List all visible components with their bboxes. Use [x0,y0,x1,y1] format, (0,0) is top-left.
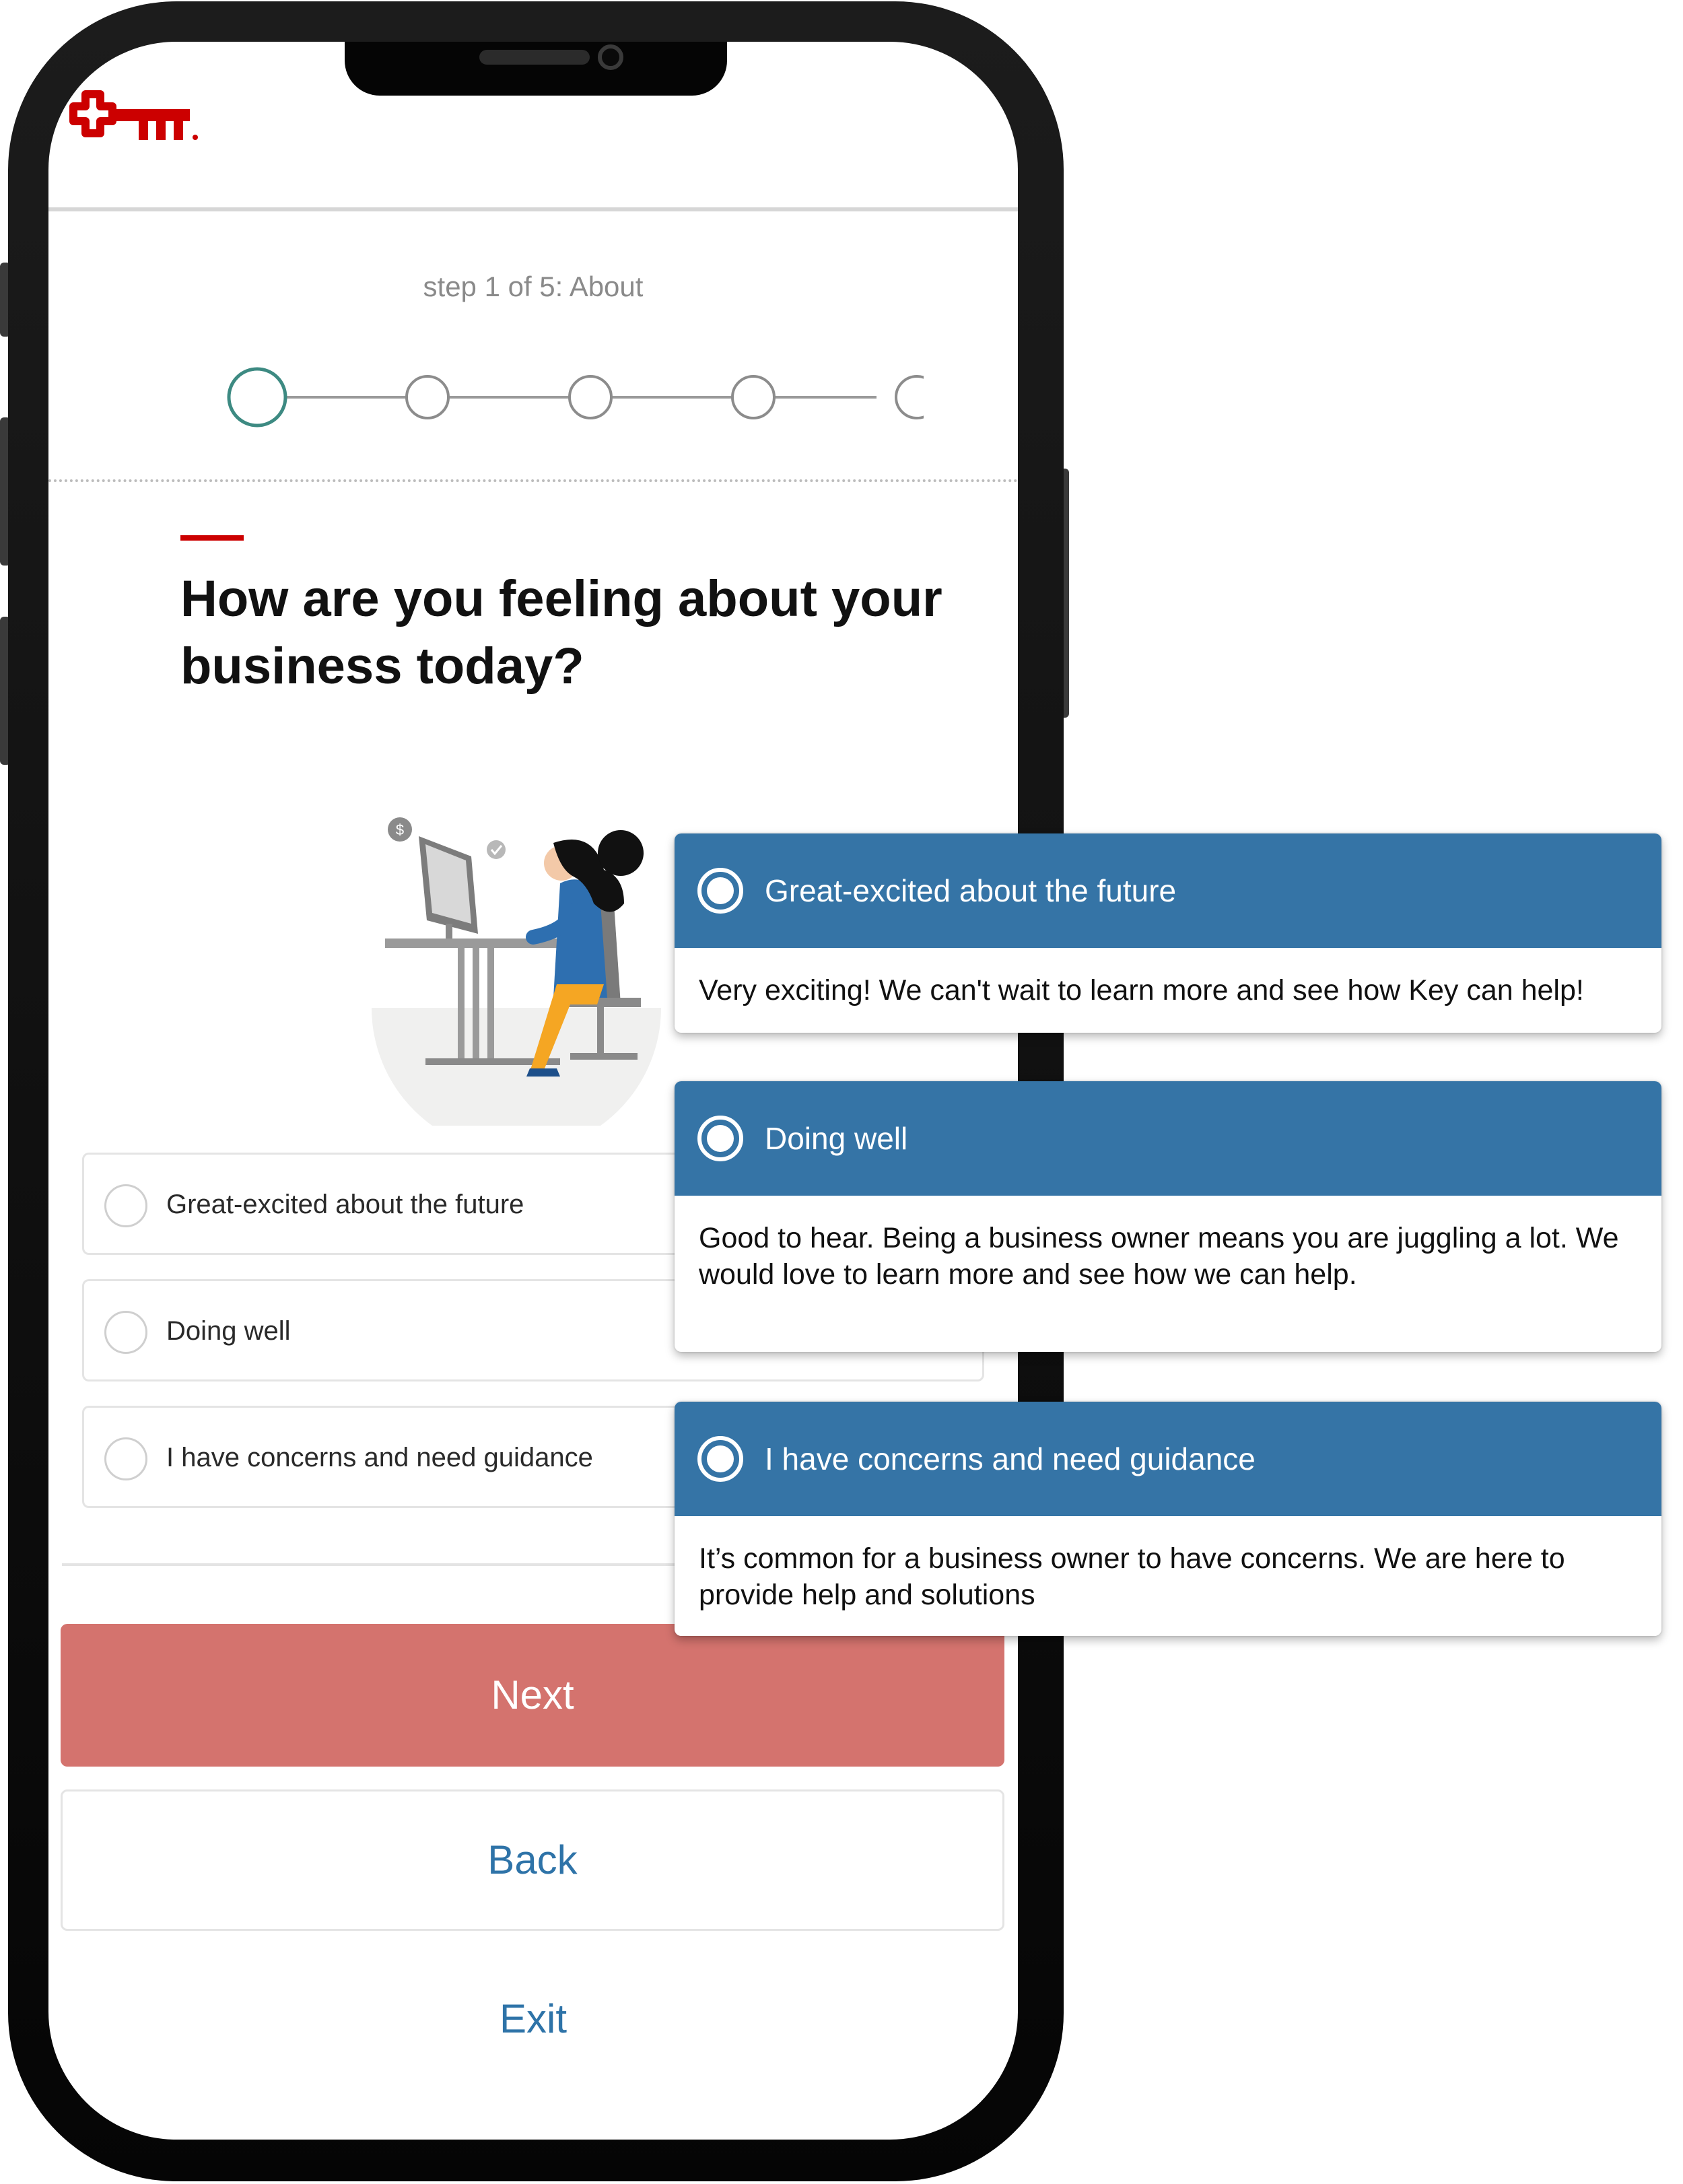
progress-stepper [183,357,924,438]
next-button[interactable]: Next [61,1624,1004,1767]
step-4 [732,376,774,418]
callout-header[interactable] [675,1402,1661,1516]
option-label: Doing well [166,1316,291,1346]
svg-text:$: $ [395,821,405,838]
step-1-active [229,369,285,425]
back-button[interactable]: Back [61,1789,1004,1931]
phone-speaker [479,50,590,65]
callout-doing-well [675,1081,1661,1352]
question-title: How are you feeling about your business today? [180,570,942,695]
option-label: Great-excited about the future [166,1190,524,1219]
question-accent-bar [180,535,244,541]
exit-link[interactable]: Exit [365,1975,701,2063]
key-logo-icon[interactable] [69,89,203,163]
callout-great-excited [675,833,1661,1033]
radio-button[interactable] [104,1437,147,1480]
phone-camera [598,44,623,70]
callout-body: Good to hear. Being a business owner means you are juggling a lot. We would love to learn more and see how we can help. [699,1222,1619,1291]
callout-header[interactable] [675,1081,1661,1196]
callout-have-concerns [675,1402,1661,1636]
step-2 [407,376,448,418]
callout-header[interactable] [675,833,1661,948]
callout-title: I have concerns and need guidance [765,1441,1256,1476]
step-5 [896,376,924,418]
callout-body: It’s common for a business owner to have concerns. We are here to provide help and solutions [699,1542,1565,1611]
callout-title: Great-excited about the future [765,873,1177,908]
selected-radio-icon [697,1116,743,1161]
selected-radio-icon [697,868,743,914]
selected-radio-icon [697,1436,743,1482]
radio-button[interactable] [104,1311,147,1354]
step-label: step 1 of 5: About [423,271,644,302]
radio-button[interactable] [104,1184,147,1227]
step-3 [570,376,611,418]
callout-title: Doing well [765,1121,908,1156]
header-divider [48,207,1018,211]
section-divider [48,479,1018,482]
option-label: I have concerns and need guidance [166,1443,593,1472]
callout-body: Very exciting! We can't wait to learn more and see how Key can help! [699,974,1584,1006]
